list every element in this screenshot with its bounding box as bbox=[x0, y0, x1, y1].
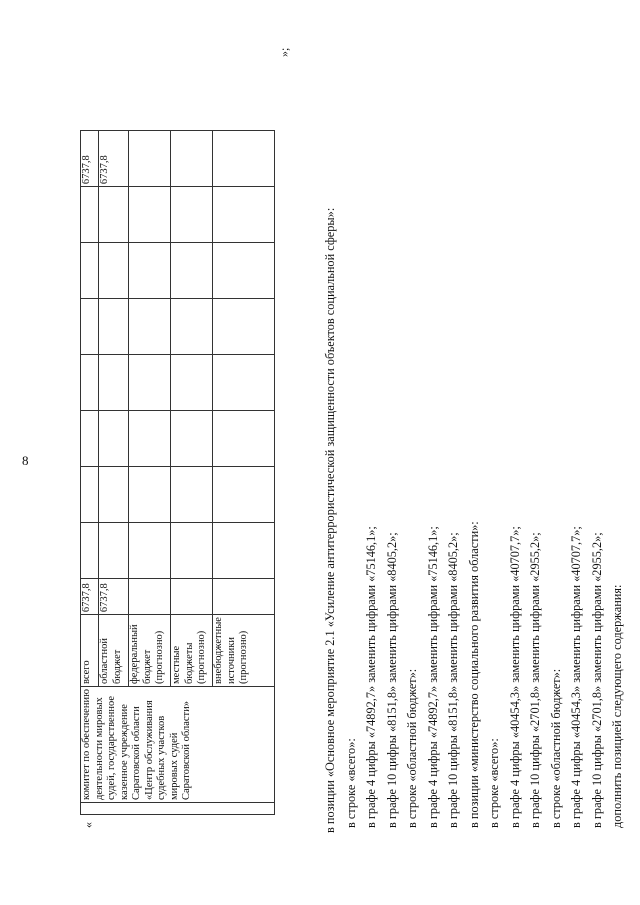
paragraph: в графе 10 цифры «2701,8» заменить цифрами «2955,2»; bbox=[528, 532, 542, 828]
paragraph: в графе 4 цифры «40454,3» заменить цифрами «40707,7»; bbox=[569, 526, 583, 828]
table-cell bbox=[99, 411, 129, 467]
table-opening-quote: « bbox=[81, 822, 95, 828]
table-cell bbox=[171, 187, 213, 243]
table-cell bbox=[129, 243, 171, 299]
funding-source-cell: федеральный бюджет (прогнозно) bbox=[129, 615, 171, 687]
table-cell bbox=[171, 131, 213, 187]
table-cell bbox=[129, 131, 171, 187]
paragraph: в графе 10 цифры «8151,8» заменить цифрами «8405,2»; bbox=[384, 532, 399, 828]
paragraph: в строке «всего»: bbox=[487, 738, 501, 828]
table-cell bbox=[81, 299, 99, 355]
table-cell bbox=[99, 355, 129, 411]
table-cell bbox=[129, 467, 171, 523]
table-cell bbox=[171, 411, 213, 467]
paragraph: в строке «областной бюджет»: bbox=[405, 668, 419, 828]
amendment-table bbox=[80, 130, 275, 815]
table-cell bbox=[81, 243, 99, 299]
page-number: 8 bbox=[22, 453, 29, 468]
table-cell bbox=[213, 411, 275, 467]
table-cell bbox=[81, 355, 99, 411]
empty-cell bbox=[81, 803, 275, 815]
table-cell bbox=[129, 523, 171, 579]
table-cell bbox=[213, 131, 275, 187]
paragraph: в графе 4 цифры «74892,7» заменить цифрами «75146,1»; bbox=[364, 526, 378, 828]
paragraph: дополнить позицией следующего содержания: bbox=[610, 584, 624, 828]
table-cell bbox=[213, 299, 275, 355]
table-cell bbox=[171, 523, 213, 579]
funding-source-cell: местные бюджеты (прогнозно) bbox=[171, 615, 213, 687]
table-cell bbox=[129, 355, 171, 411]
table-cell bbox=[213, 355, 275, 411]
table-cell bbox=[129, 187, 171, 243]
table-cell bbox=[129, 579, 171, 615]
table-cell bbox=[81, 467, 99, 523]
table-cell bbox=[129, 411, 171, 467]
paragraph: в строке «областной бюджет»: bbox=[548, 668, 563, 828]
funding-source-cell: областной бюджет bbox=[99, 615, 129, 687]
table-cell bbox=[171, 243, 213, 299]
table-cell bbox=[99, 187, 129, 243]
table-cell bbox=[129, 299, 171, 355]
table-cell bbox=[213, 187, 275, 243]
table-cell bbox=[171, 467, 213, 523]
table-cell bbox=[99, 299, 129, 355]
table-cell bbox=[213, 523, 275, 579]
table-cell: 6737,8 bbox=[81, 579, 99, 615]
paragraph: в графе 4 цифры «74892,7» заменить цифрами «75146,1»; bbox=[425, 526, 440, 828]
table-cell bbox=[99, 523, 129, 579]
table-cell bbox=[213, 243, 275, 299]
table-row bbox=[81, 131, 99, 815]
funding-source-cell: внебюджетные источники (прогнозно) bbox=[213, 615, 275, 687]
table-cell bbox=[171, 579, 213, 615]
table-cell: 6737,8 bbox=[81, 131, 99, 187]
executor-name-cell: комитет по обеспечению деятельности мировых судей, государственное казенное учреждение Саратовской области «Центр обслуживания судебных участков мировых судей Саратовской области» bbox=[81, 687, 275, 803]
table-cell bbox=[81, 411, 99, 467]
table-cell bbox=[171, 355, 213, 411]
paragraph: в графе 10 цифры «2701,8» заменить цифрами «2955,2»; bbox=[589, 532, 604, 828]
paragraph: в позиции «Основное мероприятие 2.1 «Усиление антитеррористической защищенности объектов социальной сферы»: bbox=[323, 207, 337, 833]
amendment-text bbox=[320, 55, 628, 855]
paragraph: в графе 10 цифры «8151,8» заменить цифрами «8405,2»; bbox=[446, 532, 460, 828]
table-cell bbox=[81, 523, 99, 579]
table-cell: 6737,8 bbox=[99, 131, 129, 187]
table-cell bbox=[99, 243, 129, 299]
table-cell bbox=[213, 579, 275, 615]
table-cell bbox=[213, 467, 275, 523]
paragraph: в позиции «министерство социального развития области»: bbox=[466, 521, 481, 828]
funding-source-cell: всего bbox=[81, 615, 99, 687]
table-closing-quote: »; bbox=[277, 47, 291, 57]
table-cell: 6737,8 bbox=[99, 579, 129, 615]
paragraph: в строке «всего»: bbox=[343, 738, 358, 828]
paragraph: в графе 4 цифры «40454,3» заменить цифрами «40707,7»; bbox=[507, 526, 522, 828]
table-cell bbox=[171, 299, 213, 355]
table-cell bbox=[81, 187, 99, 243]
table-cell bbox=[99, 467, 129, 523]
